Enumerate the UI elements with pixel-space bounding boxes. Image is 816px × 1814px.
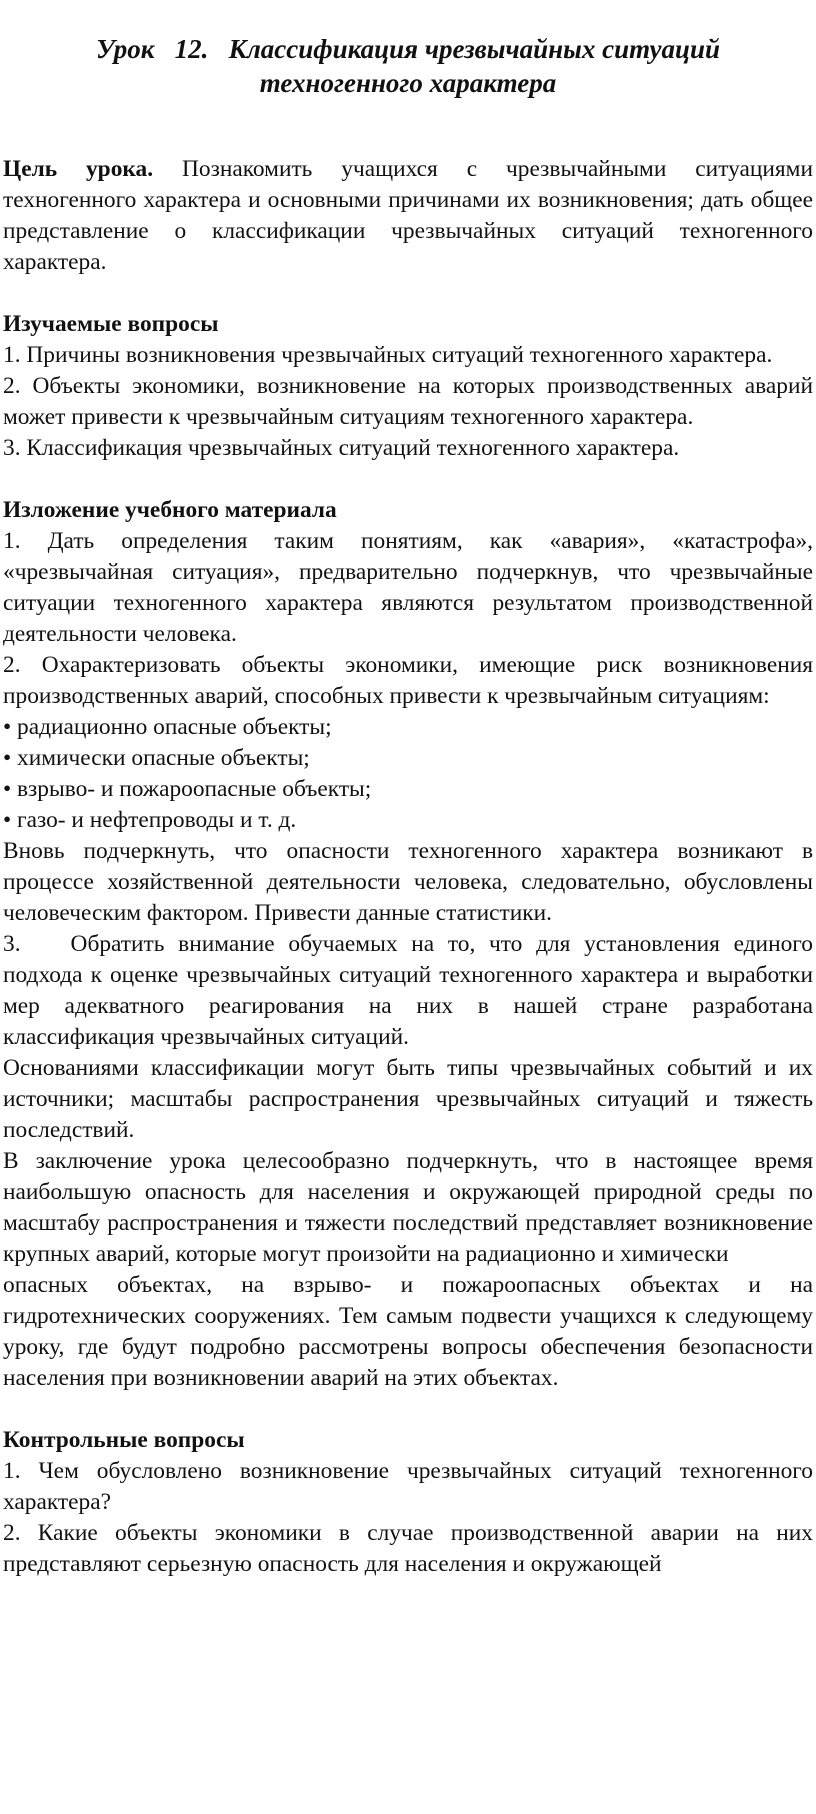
list-item-text: химически опасные объекты; (17, 745, 310, 771)
bullet-icon: • (3, 745, 12, 771)
control-item-1 (3, 1456, 813, 1518)
question-num: 2. (3, 373, 21, 399)
list-item (3, 774, 813, 805)
bullet-icon: • (3, 807, 12, 833)
control-item-2 (3, 1518, 813, 1580)
material-paragraph-2 (3, 650, 813, 712)
material-num: 1. (3, 528, 21, 554)
list-item (3, 712, 813, 743)
hazard-object-list (3, 712, 813, 836)
question-item-2 (3, 371, 813, 433)
question-text: Причины возникновения чрезвычайных ситуаций техногенного характера. (20, 342, 773, 368)
material-paragraph-4 (3, 929, 813, 1053)
questions-heading: Изучаемые вопросы (3, 311, 219, 337)
list-item-text: радиационно опасные объекты; (17, 714, 332, 740)
spacer (3, 278, 813, 309)
list-item-text: газо- и нефтепроводы и т. д. (17, 807, 297, 833)
document-body (3, 100, 813, 1580)
spacer (3, 464, 813, 495)
material-text: Дать определения таким понятиям, как «авария», «катастрофа», «чрезвычайная ситуация», предварительно подчеркнув, что чрезвычайные ситуации техногенного характера являются результатом производственной деятельности человека. (3, 528, 813, 647)
material-heading: Изложение учебного материала (3, 497, 337, 523)
title-line-2: техногенного характера (259, 68, 557, 98)
control-text: Чем обусловлено возникновение чрезвычайных ситуаций техногенного характера? (3, 1458, 813, 1515)
page-title (3, 32, 813, 100)
list-item (3, 805, 813, 836)
material-paragraph-5: Основаниями классификации могут быть типы чрезвычайных событий и их источники; масштабы распространения чрезвычайных ситуаций и тяжесть последствий. (3, 1055, 813, 1143)
spacer (3, 1394, 813, 1425)
list-item (3, 743, 813, 774)
control-heading: Контрольные вопросы (3, 1427, 245, 1453)
bullet-icon: • (3, 714, 12, 740)
title-line-1: Урок 12. Классификация чрезвычайных ситуаций (96, 34, 720, 64)
lesson-goal (3, 154, 813, 278)
bullet-icon: • (3, 776, 12, 802)
material-text: Обратить внимание обучаемых на то, что для установления единого подхода к оценке чрезвычайных ситуаций техногенного характера и выработки мер адекватного реагирования на них в нашей стране разработана классификация чрезвычайных ситуаций. (3, 931, 813, 1050)
lesson-goal-text: Познакомить учащихся с чрезвычайными ситуациями техногенного характера и основными причинами их возникновения; дать общее представление о классификации чрезвычайных ситуаций техногенного характера. (3, 156, 813, 275)
question-num: 3. (3, 435, 21, 461)
question-text: Объекты экономики, возникновение на которых производственных аварий может привести к чрезвычайным ситуациям техногенного характера. (3, 373, 813, 430)
material-num: 3. (3, 931, 21, 957)
material-text: Охарактеризовать объекты экономики, имеющие риск возникновения производственных аварий, способных привести к чрезвычайным ситуациям: (3, 652, 813, 709)
material-paragraph-1 (3, 526, 813, 650)
question-item-1 (3, 340, 813, 371)
lesson-goal-label: Цель урока. (3, 156, 154, 182)
question-text: Классификация чрезвычайных ситуаций техногенного характера. (20, 435, 680, 461)
question-item-3 (3, 433, 813, 464)
control-num: 1. (3, 1458, 21, 1484)
material-paragraph-3: Вновь подчеркнуть, что опасности техногенного характера возникают в процессе хозяйственной деятельности человека, следовательно, обусловлены человеческим фактором. Привести данные статистики. (3, 838, 813, 926)
material-num: 2. (3, 652, 21, 678)
spacer (3, 100, 813, 154)
control-num: 2. (3, 1520, 21, 1546)
control-text: Какие объекты экономики в случае производственной аварии на них представляют серьезную опасность для населения и окружающей (3, 1520, 813, 1577)
list-item-text: взрыво- и пожароопасные объекты; (17, 776, 372, 802)
material-paragraph-6: В заключение урока целесообразно подчеркнуть, что в настоящее время наибольшую опасность для населения и окружающей природной среды по масштабу распространения и тяжести последствий представляет возникновение крупных аварий, которые могут произойти на радиационно и химически (3, 1148, 813, 1267)
material-paragraph-7: опасных объектах, на взрыво- и пожароопасных объектах и на гидротехнических сооружениях. Тем самым подвести учащихся к следующему уроку, где будут подробно рассмотрены вопросы обеспечения безопасности населения при возникновении аварий на этих объектах. (3, 1272, 813, 1391)
question-num: 1. (3, 342, 21, 368)
